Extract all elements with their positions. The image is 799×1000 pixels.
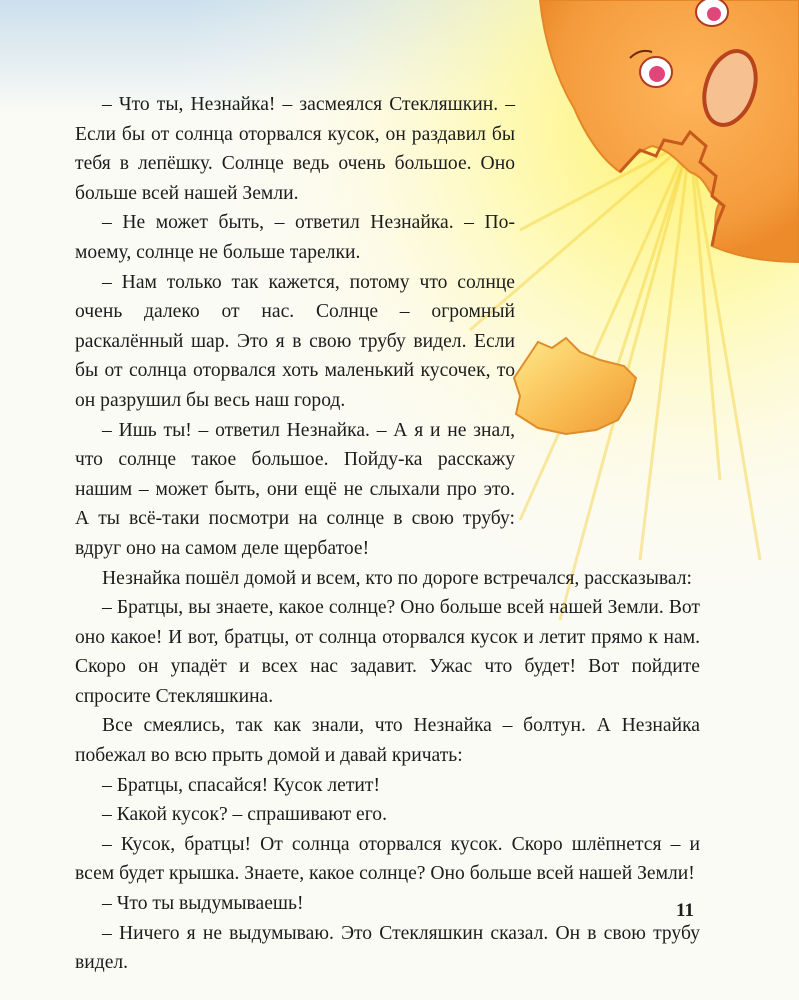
paragraph: – Что ты выдумываешь! <box>102 893 304 915</box>
story-text <box>75 90 700 978</box>
page-number: 11 <box>676 900 694 921</box>
paragraph: – Нам только так кажется, потому что солнце очень далеко от нас. Солнце – огромный раскалённый шар. Это я в свою трубу видел. Если бы от солнца оторвался хоть маленький кусочек, то он разрушил бы весь наш город. <box>75 271 515 411</box>
paragraph: Все смеялись, так как знали, что Незнайка – болтун. А Незнайка побежал во всю прыть домой и давай кричать: <box>75 715 700 767</box>
paragraph: – Братцы, спасайся! Кусок летит! <box>102 774 380 796</box>
paragraph: – Братцы, вы знаете, какое солнце? Оно больше всей нашей Земли. Вот оно какое! И вот, братцы, от солнца оторвался кусок и летит прямо к нам. Скоро он упадёт и всех нас задавит. Ужас что будет! Вот пойдите спросите Стекляшкина. <box>75 597 700 707</box>
paragraph: – Ишь ты! – ответил Незнайка. – А я и не знал, что солнце такое большое. Пойду-ка расскажу нашим – может быть, они ещё не слыхали про это. А ты всё-таки посмотри на солнце в свою трубу: вдруг оно на самом деле щербатое! <box>75 419 515 559</box>
paragraph: – Кусок, братцы! От солнца оторвался кусок. Скоро шлёпнется – и всем будет крышка. Знаете, какое солнце? Оно больше всей нашей Земли! <box>75 833 700 885</box>
paragraph: – Что ты, Незнайка! – засмеялся Стекляшкин. – Если бы от солнца оторвался кусок, он раздавил бы тебя в лепёшку. Солнце ведь очень большое. Оно больше всей нашей Земли. <box>75 94 515 204</box>
paragraph: – Какой кусок? – спрашивают его. <box>102 804 387 826</box>
paragraph: – Ничего я не выдумываю. Это Стекляшкин сказал. Он в свою трубу видел. <box>75 922 700 974</box>
paragraph: – Не может быть, – ответил Незнайка. – По-моему, солнце не больше тарелки. <box>75 212 515 263</box>
paragraph: Незнайка пошёл домой и всем, кто по дороге встречался, рассказывал: <box>102 567 692 589</box>
